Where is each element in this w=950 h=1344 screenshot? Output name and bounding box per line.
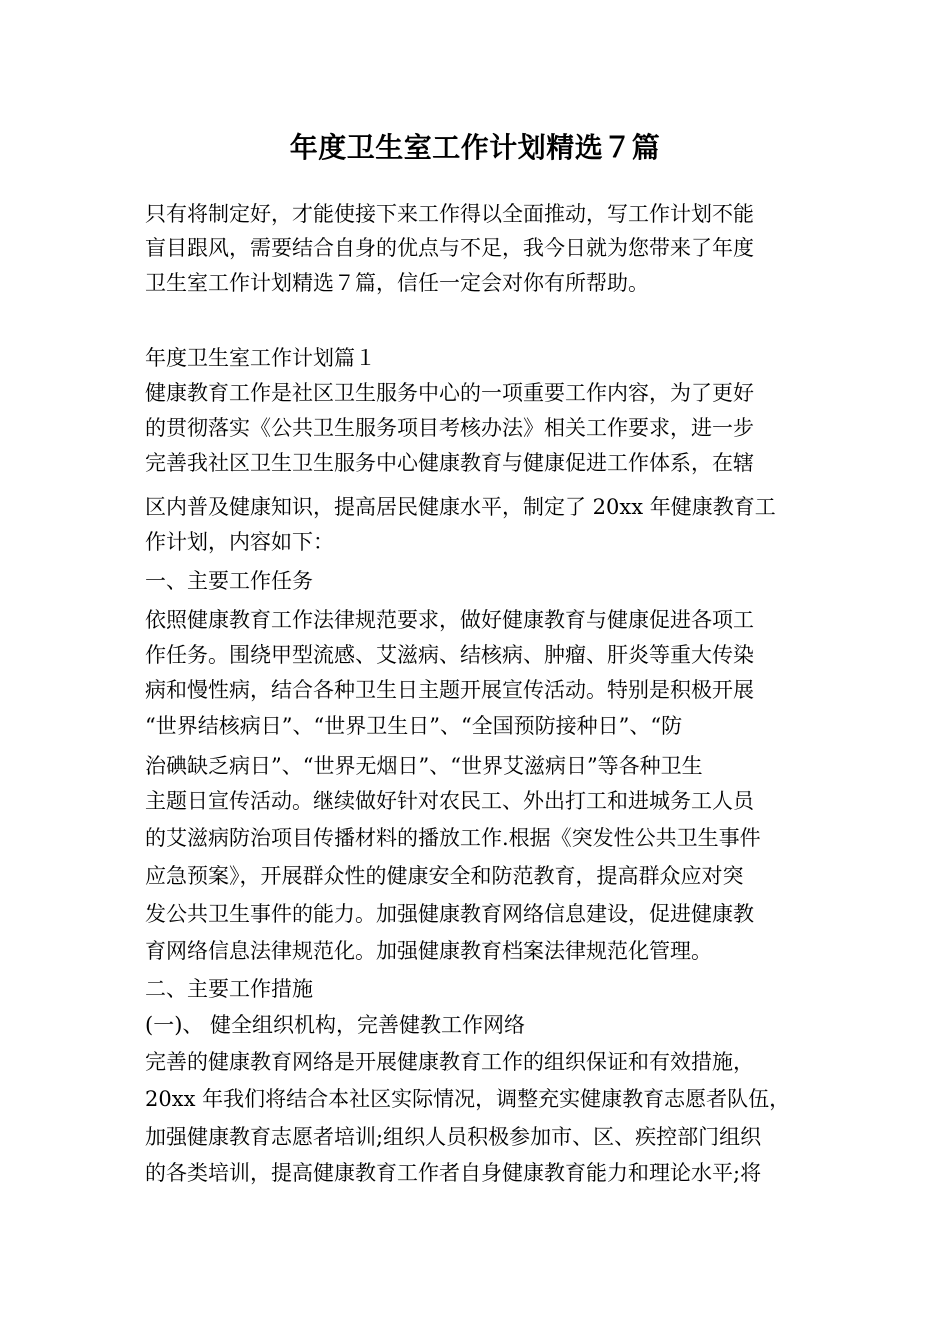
body-line: 治碘缺乏病日”、“世界无烟日”、“世界艾滋病日”等各种卫生: [145, 754, 703, 778]
body-line: 区内普及健康知识，提高居民健康水平，制定了 20xx 年健康教育工: [145, 495, 776, 519]
body-line: “世界结核病日”、“世界卫生日”、“全国预防接种日”、“防: [145, 714, 683, 738]
body-line: 作计划，内容如下：: [145, 530, 334, 554]
section-heading: 年度卫生室工作计划篇１: [145, 346, 376, 370]
body-line: 完善的健康教育网络是开展健康教育工作的组织保证和有效措施，: [145, 1050, 754, 1074]
body-line: 健康教育工作是社区卫生服务中心的一项重要工作内容，为了更好: [145, 381, 754, 405]
body-line: 的艾滋病防治项目传播材料的播放工作.根据《突发性公共卫生事件: [145, 826, 761, 850]
subheading: 二、主要工作措施: [145, 977, 313, 1001]
body-line: 发公共卫生事件的能力。加强健康教育网络信息建设，促进健康教: [145, 902, 754, 926]
subheading: (一)、 健全组织机构，完善健教工作网络: [145, 1013, 526, 1037]
body-line: 依照健康教育工作法律规范要求，做好健康教育与健康促进各项工: [145, 608, 754, 632]
intro-line: 只有将制定好，才能使接下来工作得以全面推动，写工作计划不能: [145, 202, 754, 226]
document-title: 年度卫生室工作计划精选７篇: [289, 131, 661, 164]
body-line: 育网络信息法律规范化。加强健康教育档案法律规范化管理。: [145, 939, 712, 963]
intro-line: 盲目跟风，需要结合自身的优点与不足，我今日就为您带来了年度: [145, 236, 754, 260]
body-line: 主题日宣传活动。继续做好针对农民工、外出打工和进城务工人员: [145, 789, 754, 813]
subheading: 一、主要工作任务: [145, 569, 313, 593]
body-line: 加强健康教育志愿者培训;组织人员积极参加市、区、疾控部门组织: [145, 1125, 762, 1149]
body-line: 病和慢性病，结合各种卫生日主题开展宣传活动。特别是积极开展: [145, 678, 754, 702]
body-line: 应急预案》，开展群众性的健康安全和防范教育，提高群众应对突: [145, 864, 744, 888]
body-line: 的各类培训，提高健康教育工作者自身健康教育能力和理论水平;将: [145, 1161, 762, 1185]
intro-line: 卫生室工作计划精选７篇，信任一定会对你有所帮助。: [145, 271, 649, 295]
body-line: 作任务。围绕甲型流感、艾滋病、结核病、肿瘤、肝炎等重大传染: [145, 643, 754, 667]
body-line: 完善我社区卫生卫生服务中心健康教育与健康促进工作体系，在辖: [145, 451, 754, 475]
body-line: 的贯彻落实《公共卫生服务项目考核办法》相关工作要求，进一步: [145, 416, 754, 440]
body-line: 20xx 年我们将结合本社区实际情况，调整充实健康教育志愿者队伍，: [145, 1087, 791, 1111]
